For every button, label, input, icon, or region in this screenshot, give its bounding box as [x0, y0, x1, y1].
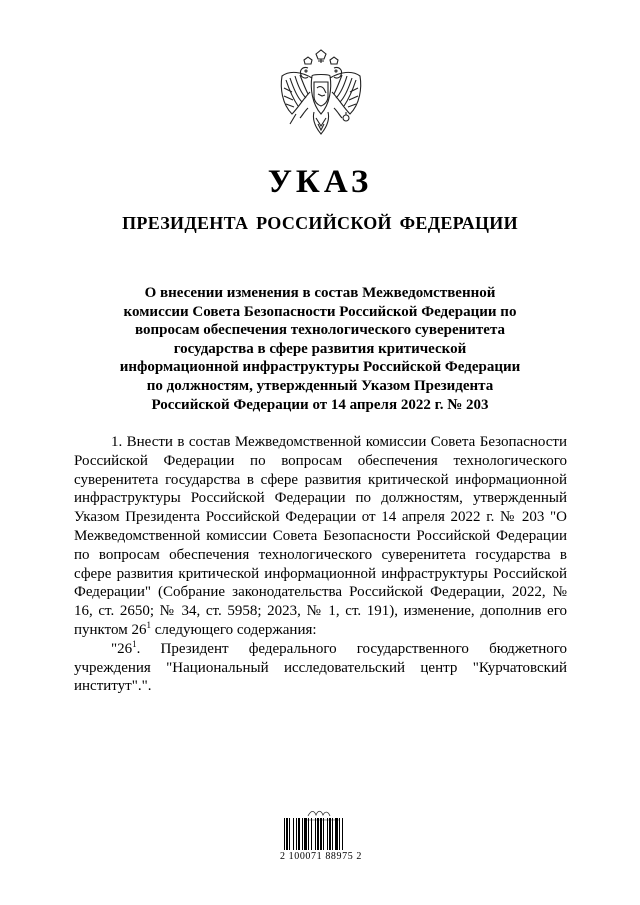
barcode-bar — [286, 818, 288, 850]
barcode-bar — [339, 818, 340, 850]
heading-line: по должностям, утвержденный Указом Президента — [146, 377, 494, 394]
decree-subtitle: ПРЕЗИДЕНТА РОССИЙСКОЙ ФЕДЕРАЦИИ — [122, 213, 518, 233]
barcode-bar — [311, 818, 312, 850]
paragraph-2-text: "26 — [111, 640, 133, 657]
barcode-bar — [302, 818, 303, 850]
barcode — [284, 818, 360, 850]
barcode-bar — [289, 818, 290, 850]
barcode-bar — [298, 818, 300, 850]
barcode-bar — [332, 818, 333, 850]
decree-heading — [70, 284, 570, 414]
heading-line: государства в сфере развития критической — [173, 340, 467, 357]
barcode-bar — [320, 818, 322, 850]
barcode-bar — [296, 818, 297, 850]
barcode-bar — [308, 818, 309, 850]
barcode-bar — [284, 818, 285, 850]
barcode-bar — [317, 818, 319, 850]
barcode-bar — [342, 818, 343, 850]
paragraph-1 — [74, 433, 567, 640]
barcode-bar — [329, 818, 331, 850]
heading-line: информационной инфраструктуры Российской Федерации — [119, 359, 521, 376]
barcode-bar — [335, 818, 338, 850]
paragraph-2-superscript: 1 — [132, 638, 137, 649]
decree-body — [74, 433, 567, 696]
coat-of-arms-emblem — [274, 48, 368, 144]
paragraph-2 — [74, 640, 567, 696]
paragraph-2-text-end: . Президент федерального государственного бюджетного учреждения "Национальный исследовательский центр "Курчатовский институт".". — [74, 640, 567, 695]
barcode-bar — [327, 818, 328, 850]
paragraph-1-text: 1. Внести в состав Межведомственной комиссии Совета Безопасности Российской Федерации по вопросам обеспечения технологического суверенитета государства в сфере развития критической информационной инфраструктуры Российской Федерации по должностям, утвержденный Указом Президента Российской Федерации от 14 апреля 2022 г. № 203 "О Межведомственной комиссии Совета Безопасности Российской Федерации по вопросам обеспечения технологического суверенитета государства в сфере развития критической информационной инфраструктуры Российской Федерации" (Собрание законодательства Российской Федерации, 2022, № 16, ст. 2650; № 34, ст. 5958; 2023, № 1, ст. 191), изменение, дополнив его пунктом 26 — [74, 434, 567, 638]
barcode-bar — [315, 818, 316, 850]
decree-title: УКАЗ — [267, 164, 373, 200]
heading-line: вопросам обеспечения технологического суверенитета — [135, 322, 505, 339]
barcode-number: 2 100071 88975 2 — [279, 851, 363, 862]
heading-line: комиссии Совета Безопасности Российской Федерации по — [123, 303, 517, 320]
paragraph-1-superscript: 1 — [146, 619, 151, 630]
barcode-bar — [323, 818, 324, 850]
barcode-bar — [293, 818, 294, 850]
paragraph-1-text-end: следующего содержания: — [150, 621, 317, 638]
heading-line: О внесении изменения в состав Межведомственной — [144, 285, 496, 301]
barcode-bar — [304, 818, 307, 850]
heading-line: Российской Федерации от 14 апреля 2022 г. № 203 — [151, 396, 489, 413]
